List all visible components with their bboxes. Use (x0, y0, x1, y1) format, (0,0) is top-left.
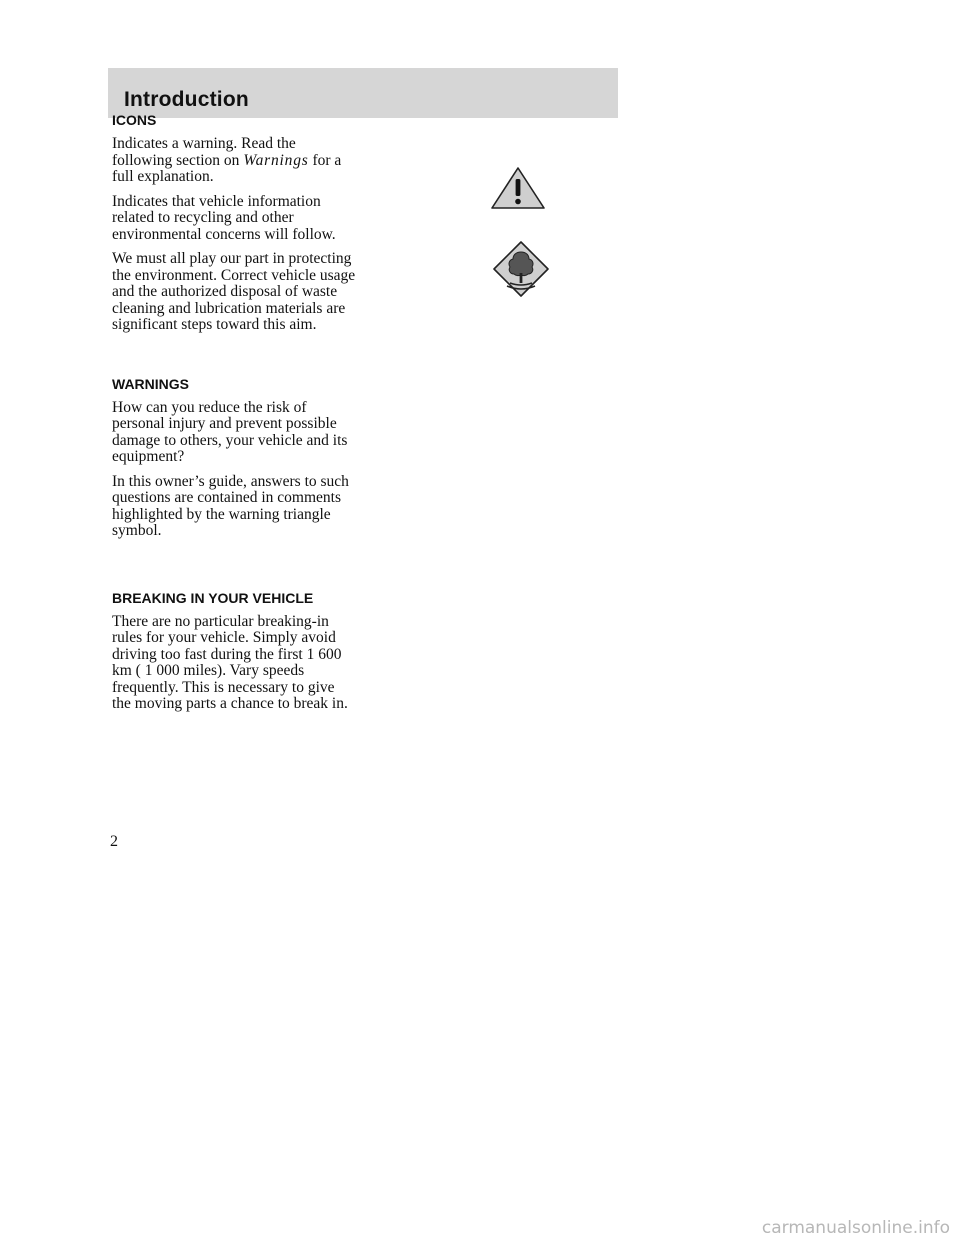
icons-paragraph-1-end: for a full explanation. (112, 151, 342, 185)
page-title: Introduction (124, 88, 249, 111)
warnings-paragraph-2: In this owner’s guide, answers to such questions are contained in comments highlighted by the warning triangle symbol. (112, 472, 349, 539)
environment-tree-icon (492, 240, 550, 298)
watermark: carmanualsonline.info (761, 1218, 950, 1238)
icons-paragraph-1 (112, 136, 357, 186)
header-band (108, 68, 618, 118)
icons-paragraph-1-text: Indicates a warning. Read the following section on (112, 135, 296, 169)
breaking-in-paragraph: There are no particular breaking-in rules for your vehicle. Simply avoid driving too fast during the first 1 600 km ( 1 000 miles). Vary speeds frequently. This is necessary to give the moving parts a chance to break in. (112, 612, 348, 712)
warnings-paragraph-1: How can you reduce the risk of personal injury and prevent possible damage to others, your vehicle and its equipment? (112, 398, 348, 465)
breaking-in-section (112, 590, 357, 713)
icons-section (112, 112, 357, 334)
icons-paragraph-3: We must all play our part in protecting the environment. Correct vehicle usage and the authorized disposal of waste cleaning and lubrication materials are significant steps toward this aim. (112, 250, 356, 333)
main-content (112, 112, 357, 721)
warning-triangle-icon (490, 166, 546, 210)
breaking-in-heading: BREAKING IN YOUR VEHICLE (112, 589, 314, 606)
warnings-heading: WARNINGS (112, 375, 189, 392)
warnings-section (112, 376, 357, 540)
icons-heading: ICONS (112, 112, 157, 128)
icons-paragraph-2: Indicates that vehicle information related to recycling and other environmental concerns will follow. (112, 192, 336, 243)
warnings-reference: Warnings (243, 151, 309, 169)
page-number: 2 (110, 833, 118, 850)
